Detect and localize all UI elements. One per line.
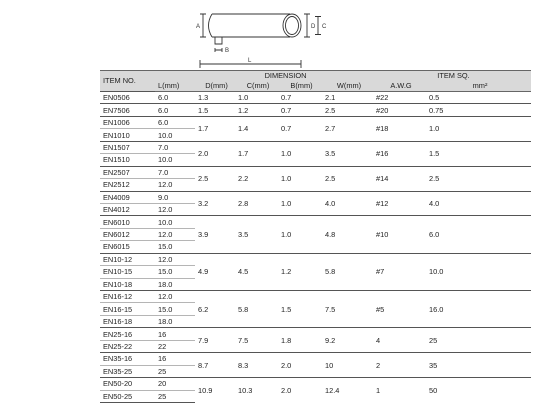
awg-cell: 4 bbox=[373, 328, 426, 353]
awg-cell: #16 bbox=[373, 141, 426, 166]
mm2-cell: 0.5 bbox=[426, 92, 531, 104]
mm2-cell: 6.0 bbox=[426, 216, 531, 253]
c-cell: 1.0 bbox=[235, 92, 278, 104]
awg-cell: #12 bbox=[373, 191, 426, 216]
length-cell: 12.0 bbox=[155, 179, 195, 191]
w-cell: 9.2 bbox=[322, 328, 373, 353]
mm2-cell: 1.0 bbox=[426, 116, 531, 141]
item-no-cell: EN50-20 bbox=[100, 378, 155, 390]
item-no-cell: EN1510 bbox=[100, 154, 155, 166]
w-cell: 4.0 bbox=[322, 191, 373, 216]
table-row bbox=[100, 378, 531, 390]
tube-opening-inner bbox=[286, 17, 299, 35]
item-no-cell: EN35-16 bbox=[100, 353, 155, 365]
c-cell: 2.8 bbox=[235, 191, 278, 216]
length-cell: 22 bbox=[155, 340, 195, 352]
d-cell: 4.9 bbox=[195, 253, 235, 290]
d-cell: 1.5 bbox=[195, 104, 235, 116]
item-no-cell: EN50-25 bbox=[100, 390, 155, 402]
header-w: W(mm) bbox=[322, 81, 373, 92]
length-cell: 25 bbox=[155, 390, 195, 402]
mm2-cell: 50 bbox=[426, 378, 531, 403]
length-cell: 16 bbox=[155, 328, 195, 340]
c-cell: 5.8 bbox=[235, 291, 278, 328]
d-cell: 1.7 bbox=[195, 116, 235, 141]
b-cell: 2.0 bbox=[278, 353, 322, 378]
d-cell: 6.2 bbox=[195, 291, 235, 328]
c-cell: 1.7 bbox=[235, 141, 278, 166]
header-awg: A.W.G bbox=[373, 81, 426, 92]
mm2-cell: 0.75 bbox=[426, 104, 531, 116]
length-cell: 12.0 bbox=[155, 228, 195, 240]
mm2-cell: 16.0 bbox=[426, 291, 531, 328]
tube-left-end bbox=[209, 14, 213, 37]
item-no-cell: EN2507 bbox=[100, 166, 155, 178]
table-row bbox=[100, 291, 531, 303]
b-cell: 0.7 bbox=[278, 116, 322, 141]
b-cell: 1.0 bbox=[278, 191, 322, 216]
header-dimension: DIMENSION bbox=[195, 71, 373, 82]
length-cell: 12.0 bbox=[155, 253, 195, 265]
d-cell: 2.5 bbox=[195, 166, 235, 191]
header-item-sq: ITEM SQ. bbox=[373, 71, 531, 82]
c-cell: 8.3 bbox=[235, 353, 278, 378]
header-mm2: mm² bbox=[426, 81, 531, 92]
length-cell: 18.0 bbox=[155, 278, 195, 290]
awg-cell: #10 bbox=[373, 216, 426, 253]
dim-a-line bbox=[200, 14, 206, 37]
header-c: C(mm) bbox=[235, 81, 278, 92]
length-cell: 15.0 bbox=[155, 241, 195, 253]
awg-cell: #14 bbox=[373, 166, 426, 191]
header-row-columns bbox=[100, 81, 531, 92]
b-cell: 1.0 bbox=[278, 141, 322, 166]
length-cell: 7.0 bbox=[155, 166, 195, 178]
table-row bbox=[100, 104, 531, 116]
awg-cell: #7 bbox=[373, 253, 426, 290]
length-cell: 10.0 bbox=[155, 129, 195, 141]
length-cell: 9.0 bbox=[155, 191, 195, 203]
w-cell: 5.8 bbox=[322, 253, 373, 290]
length-cell: 18.0 bbox=[155, 315, 195, 327]
header-l: L(mm) bbox=[155, 81, 195, 92]
item-no-cell: EN1010 bbox=[100, 129, 155, 141]
header-d: D(mm) bbox=[195, 81, 235, 92]
length-cell: 10.0 bbox=[155, 154, 195, 166]
mm2-cell: 2.5 bbox=[426, 166, 531, 191]
item-no-cell: EN6015 bbox=[100, 241, 155, 253]
w-cell: 3.5 bbox=[322, 141, 373, 166]
tube-body bbox=[212, 14, 290, 37]
item-no-cell: EN2512 bbox=[100, 179, 155, 191]
item-no-cell: EN4009 bbox=[100, 191, 155, 203]
d-cell: 3.2 bbox=[195, 191, 235, 216]
length-cell: 10.0 bbox=[155, 216, 195, 228]
awg-cell: #5 bbox=[373, 291, 426, 328]
item-no-cell: EN0506 bbox=[100, 92, 155, 104]
item-no-cell: EN10-15 bbox=[100, 266, 155, 278]
w-cell: 10 bbox=[322, 353, 373, 378]
c-cell: 10.3 bbox=[235, 378, 278, 403]
d-cell: 10.9 bbox=[195, 378, 235, 403]
table-row bbox=[100, 116, 531, 128]
w-cell: 2.5 bbox=[322, 104, 373, 116]
dim-d-line bbox=[304, 14, 310, 37]
c-cell: 1.2 bbox=[235, 104, 278, 116]
length-cell: 6.0 bbox=[155, 116, 195, 128]
b-cell: 1.2 bbox=[278, 253, 322, 290]
label-d: D bbox=[311, 24, 316, 30]
c-cell: 2.2 bbox=[235, 166, 278, 191]
awg-cell: 2 bbox=[373, 353, 426, 378]
w-cell: 12.4 bbox=[322, 378, 373, 403]
spec-table-body bbox=[100, 92, 531, 403]
table-row bbox=[100, 216, 531, 228]
length-cell: 12.0 bbox=[155, 291, 195, 303]
collar bbox=[215, 37, 222, 44]
length-cell: 12.0 bbox=[155, 203, 195, 215]
w-cell: 2.1 bbox=[322, 92, 373, 104]
d-cell: 7.9 bbox=[195, 328, 235, 353]
label-a: A bbox=[196, 24, 201, 30]
label-l: L bbox=[248, 58, 252, 64]
item-no-cell: EN10-18 bbox=[100, 278, 155, 290]
d-cell: 8.7 bbox=[195, 353, 235, 378]
length-cell: 6.0 bbox=[155, 104, 195, 116]
length-cell: 7.0 bbox=[155, 141, 195, 153]
item-no-cell: EN16-12 bbox=[100, 291, 155, 303]
awg-cell: #18 bbox=[373, 116, 426, 141]
table-row bbox=[100, 191, 531, 203]
w-cell: 2.5 bbox=[322, 166, 373, 191]
w-cell: 4.8 bbox=[322, 216, 373, 253]
c-cell: 4.5 bbox=[235, 253, 278, 290]
table-row bbox=[100, 141, 531, 153]
w-cell: 2.7 bbox=[322, 116, 373, 141]
item-no-cell: EN16-15 bbox=[100, 303, 155, 315]
d-cell: 1.3 bbox=[195, 92, 235, 104]
table-row bbox=[100, 353, 531, 365]
length-cell: 16 bbox=[155, 353, 195, 365]
label-c: C bbox=[322, 24, 327, 30]
ferrule-diagram bbox=[180, 2, 350, 70]
ferrule-spec-table bbox=[100, 70, 531, 403]
item-no-cell: EN1507 bbox=[100, 141, 155, 153]
table-row bbox=[100, 166, 531, 178]
label-b: B bbox=[225, 48, 230, 54]
item-no-cell: EN4012 bbox=[100, 203, 155, 215]
dim-c-line bbox=[315, 17, 321, 35]
length-cell: 20 bbox=[155, 378, 195, 390]
b-cell: 1.0 bbox=[278, 166, 322, 191]
item-no-cell: EN25-16 bbox=[100, 328, 155, 340]
length-cell: 15.0 bbox=[155, 303, 195, 315]
c-cell: 1.4 bbox=[235, 116, 278, 141]
c-cell: 3.5 bbox=[235, 216, 278, 253]
mm2-cell: 25 bbox=[426, 328, 531, 353]
table-row bbox=[100, 253, 531, 265]
b-cell: 2.0 bbox=[278, 378, 322, 403]
b-cell: 1.5 bbox=[278, 291, 322, 328]
d-cell: 3.9 bbox=[195, 216, 235, 253]
b-cell: 1.0 bbox=[278, 216, 322, 253]
mm2-cell: 10.0 bbox=[426, 253, 531, 290]
w-cell: 7.5 bbox=[322, 291, 373, 328]
table-row bbox=[100, 92, 531, 104]
awg-cell: #22 bbox=[373, 92, 426, 104]
mm2-cell: 35 bbox=[426, 353, 531, 378]
length-cell: 25 bbox=[155, 365, 195, 377]
item-no-cell: EN6010 bbox=[100, 216, 155, 228]
item-no-cell: EN6012 bbox=[100, 228, 155, 240]
b-cell: 1.8 bbox=[278, 328, 322, 353]
b-cell: 0.7 bbox=[278, 104, 322, 116]
table-row bbox=[100, 328, 531, 340]
header-b: B(mm) bbox=[278, 81, 322, 92]
item-no-cell: EN35-25 bbox=[100, 365, 155, 377]
header-item-no: ITEM NO. bbox=[100, 71, 155, 92]
length-cell: 15.0 bbox=[155, 266, 195, 278]
item-no-cell: EN1006 bbox=[100, 116, 155, 128]
header-row-groups bbox=[100, 71, 531, 82]
item-no-cell: EN7506 bbox=[100, 104, 155, 116]
awg-cell: 1 bbox=[373, 378, 426, 403]
mm2-cell: 1.5 bbox=[426, 141, 531, 166]
item-no-cell: EN10-12 bbox=[100, 253, 155, 265]
item-no-cell: EN16-18 bbox=[100, 315, 155, 327]
header-blank bbox=[155, 71, 195, 82]
length-cell: 6.0 bbox=[155, 92, 195, 104]
dim-b-line bbox=[215, 48, 222, 52]
d-cell: 2.0 bbox=[195, 141, 235, 166]
mm2-cell: 4.0 bbox=[426, 191, 531, 216]
b-cell: 0.7 bbox=[278, 92, 322, 104]
awg-cell: #20 bbox=[373, 104, 426, 116]
item-no-cell: EN25-22 bbox=[100, 340, 155, 352]
c-cell: 7.5 bbox=[235, 328, 278, 353]
